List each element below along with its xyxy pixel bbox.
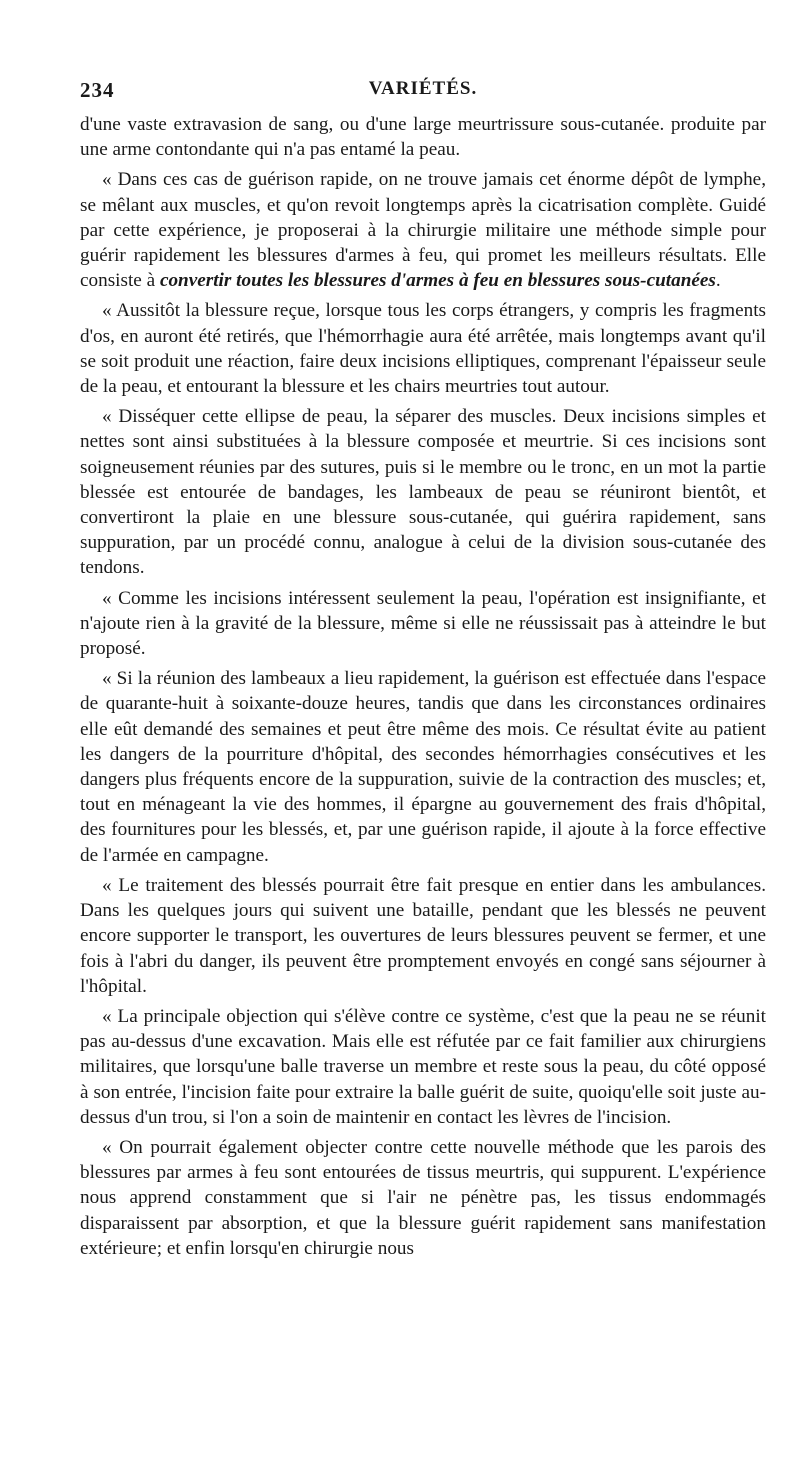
paragraph: [80, 112, 766, 162]
paragraph: [80, 298, 766, 399]
paragraph-text: « Disséquer cette ellipse de peau, la séparer des muscles. Deux incisions simples et nettes sont ainsi substituées à la blessure composée et meurtrie. Si ces incisions sont soigneusement réunies par des sutures, puis si le membre ou le tronc, en un mot la partie blessée est entourée de bandages, les lambeaux de peau se réuniront bientôt, et convertiront la plaie en une blessure sous-cutanée, qui guérira rapidement, sans suppuration, par un procédé connu, analogue à celui de la division sous-cutanée des tendons.: [80, 406, 766, 579]
paragraph-text: « Comme les incisions intéressent seulement la peau, l'opération est insignifiante, et n'ajoute rien à la gravité de la blessure, même si elle ne réussissait pas à atteindre le but proposé.: [80, 587, 766, 660]
paragraph: [80, 1135, 766, 1261]
paragraph: [80, 666, 766, 868]
paragraph-text-end: .: [715, 270, 721, 292]
paragraph-text: « Aussitôt la blessure reçue, lorsque tous les corps étrangers, y compris les fragments d'os, en auront été retirés, que l'hémorrhagie aura été arrêtée, mais longtemps avant qu'il se soit produit une réaction, faire deux incisions elliptiques, comprenant l'épaisseur seule de la peau, et entourant la blessure et les chairs meurtries tout autour.: [80, 300, 766, 398]
body-text: [80, 112, 766, 1266]
paragraph-text: « La principale objection qui s'élève contre ce système, c'est que la peau ne se réunit pas au-dessus d'une excavation. Mais elle est réfutée par ce fait familier aux chirurgiens militaires, que lorsqu'une balle traverse un membre et reste sous la peau, du côté opposé à son entrée, l'incision faite pour extraire la balle guérit de suite, quoiqu'elle soit juste au-dessus d'un trou, si l'on a soin de maintenir en contact les lèvres de l'incision.: [80, 1005, 766, 1128]
paragraph: [80, 167, 766, 293]
paragraph: [80, 586, 766, 662]
paragraph-text: « On pourrait également objecter contre cette nouvelle méthode que les parois des blessures par armes à feu sont entourées de tissus meurtris, qui suppurent. L'expérience nous apprend constamment que si l'air ne pénètre pas, les tissus endommagés disparaissent par absorption, et que la blessure guérit rapidement sans manifestation extérieure; et enfin lorsqu'en chirurgie nous: [80, 1136, 766, 1259]
paragraph-text: d'une vaste extravasion de sang, ou d'une large meurtrissure sous-cutanée. produite par une arme contondante qui n'a pas entamé la peau.: [80, 114, 766, 161]
paragraph-text: « Dans ces cas de guérison rapide, on ne trouve jamais cet énorme dépôt de lymphe, se mêlant aux muscles, et qu'on revoit longtemps après la cicatrisation complète. Guidé par cette expérience, je proposerai à la chirurgie militaire une méthode simple pour guérir rapidement les blessures d'armes à feu, qui promet les meilleurs résultats. Elle consiste à: [80, 169, 766, 292]
emphasized-text: convertir toutes les blessures d'armes à feu en blessures sous-cutanées: [159, 270, 716, 292]
paragraph-text: « Le traitement des blessés pourrait être fait presque en entier dans les ambulances. Dans les quelques jours qui suivent une bataille, pendant que les blessés ne peuvent encore supporter le transport, les ouvertures de leurs blessures peuvent se fermer, et une fois à l'abri du danger, ils peuvent être promptement envoyés en congé sans séjourner à l'hôpital.: [80, 874, 766, 997]
paragraph: [80, 1004, 766, 1130]
page-header: [80, 78, 766, 108]
page-number: 234: [80, 78, 115, 102]
paragraph: [80, 404, 766, 580]
running-head: VARIÉTÉS.: [368, 78, 478, 99]
paragraph: [80, 873, 766, 999]
paragraph-text: « Si la réunion des lambeaux a lieu rapidement, la guérison est effectuée dans l'espace de quarante-huit à soixante-douze heures, tandis que dans les circonstances ordinaires elle eût demandé des semaines et peut être même des mois. Ce résultat évite au patient les dangers de la pourriture d'hôpital, des secondes hémorrhagies consécutives et les dangers plus fréquents encore de la suppuration, suivie de la contraction des muscles; et, tout en ménageant la vie des hommes, il épargne au gouvernement des frais d'hôpital, des fournitures pour les blessés, et, par une guérison rapide, il ajoute à la force effective de l'armée en campagne.: [80, 668, 766, 866]
